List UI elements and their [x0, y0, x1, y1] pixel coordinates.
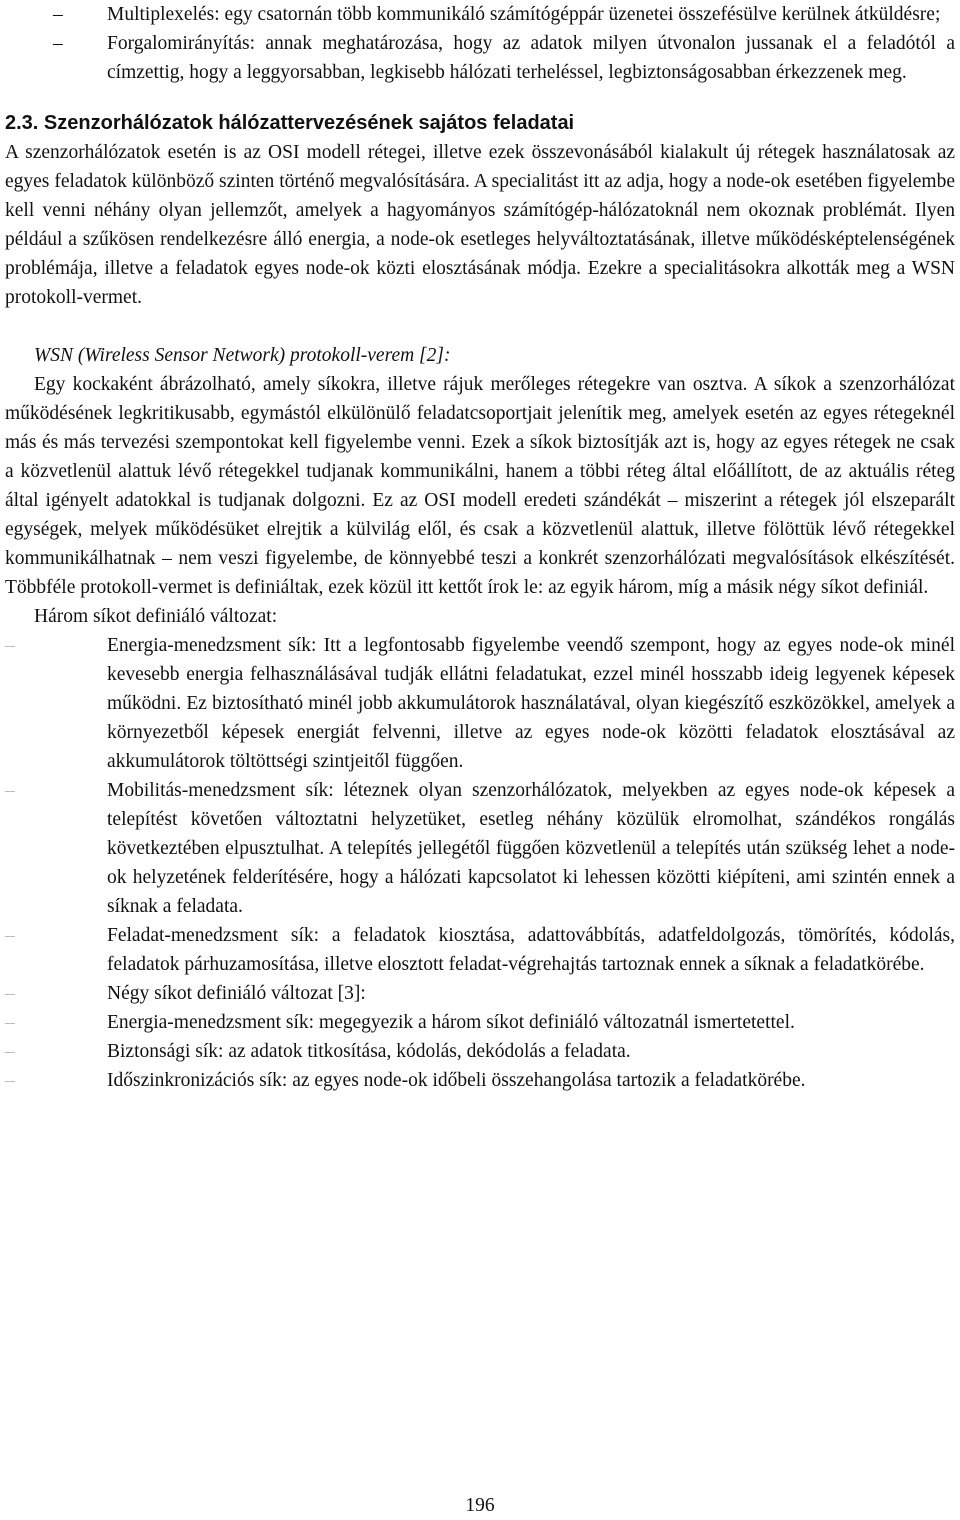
- list-item-text: Mobilitás-menedzsment sík: léteznek olyan szenzorhálózatok, melyekben az egyes node-ok képesek a telepítést követően változtatni helyzetüket, esetleg néhány közülük elromolhat, szándékos rongálás következtében elpusztulhat. A telepítés jellegétől függően közvetlenül a telepítés után szükség lehet a node-ok helyzetének felderítésére, hogy a hálózati kapcsolatot ki lehessen közötti kiépíteni, ami szintén ennek a síknak a feladata.: [107, 780, 955, 917]
- list-item-text: Energia-menedzsment sík: megegyezik a három síkot definiáló változatnál ismertetettel.: [107, 1012, 795, 1033]
- list-item-text: Feladat-menedzsment sík: a feladatok kiosztása, adattovábbítás, adatfeldolgozás, tömörítés, kódolás, feladatok párhuzamosítása, illetve elosztott feladat-végrehajtás tartoznak ennek a síknak a feladatkörébe.: [107, 925, 955, 975]
- list-item: [5, 29, 955, 87]
- list-item: [5, 631, 955, 776]
- wsn-paragraph: Egy kockaként ábrázolható, amely síkokra, illetve rájuk merőleges rétegekre van osztva. A síkok a szenzorhálózat működésének legkritikusabb, egymástól elkülönülő feladatcsoportjait jelenítik meg, amelyek esetén az egyes rétegeknél más és más tervezési szempontokat kell figyelembe venni. Ezek a síkok biztosítják azt is, hogy az egyes rétegek ne csak a közvetlenül alattuk lévő rétegekkel tudjanak kommunikálni, hanem a többi réteg által előállított, de az aktuális réteg által igényelt adatokkal is tudjanak dolgozni. Ez az OSI modell eredeti szándékát – miszerint a rétegek jól elszeparált egységek, melyek működésüket elrejtik a külvilág elől, és csak a közvetlenül alattuk, illetve fölöttük lévő rétegekkel kommunikálhatnak – nem veszi figyelembe, de könnyebbé teszi a konkrét szenzorhálózati megvalósítások elkészítését. Többféle protokoll-vermet is definiáltak, ezek közül itt kettőt írok le: az egyik három, míg a másik négy síkot definiál.: [5, 374, 955, 598]
- list-item-text: Forgalomirányítás: annak meghatározása, hogy az adatok milyen útvonalon jussanak el a feladótól a címzettig, hogy a leggyorsabban, legkisebb hálózati terheléssel, legbiztonságosabban érkezzenek meg.: [107, 33, 955, 83]
- list-item: [5, 1066, 955, 1095]
- list-item: [5, 0, 955, 29]
- three-plane-intro: Három síkot definiáló változat:: [34, 606, 278, 627]
- list-item-text: Multiplexelés: egy csatornán több kommunikáló számítógéppár üzenetei összefésülve kerülnek átküldésre;: [107, 4, 941, 25]
- wsn-subheading: WSN (Wireless Sensor Network) protokoll-verem [2]:: [34, 345, 451, 366]
- bullet-marker: –: [5, 780, 15, 801]
- list-item-text: Időszinkronizációs sík: az egyes node-ok időbeli összehangolása tartozik a feladatkörébe.: [107, 1070, 806, 1091]
- section-heading: [5, 109, 955, 138]
- dash-marker: –: [53, 4, 63, 25]
- page-number: 196: [465, 1495, 495, 1516]
- section-title: Szenzorhálózatok hálózattervezésének sajátos feladatai: [43, 112, 575, 134]
- bullet-marker: –: [5, 1012, 15, 1033]
- bullet-marker: –: [5, 1041, 15, 1062]
- list-item: [5, 979, 955, 1008]
- bullet-marker: –: [5, 635, 15, 656]
- list-item-text: Négy síkot definiáló változat [3]:: [107, 983, 366, 1004]
- dash-marker: –: [53, 33, 63, 54]
- bullet-marker: –: [5, 983, 15, 1004]
- list-item: [5, 921, 955, 979]
- bullet-marker: –: [5, 925, 15, 946]
- list-item: [5, 776, 955, 921]
- list-item: [5, 1037, 955, 1066]
- section-number: 2.3.: [5, 112, 39, 134]
- section-paragraph: A szenzorhálózatok esetén is az OSI modell rétegei, illetve ezek összevonásából kialakult új rétegek használatosak az egyes feladatok különböző szinten történő megvalósítására. A specialitást itt az adja, hogy a node-ok esetében figyelembe kell venni néhány olyan jellemzőt, amelyek a hagyományos számítógép-hálózatoknál nem okoznak problémát. Ilyen például a szűkösen rendelkezésre álló energia, a node-ok esetleges helyváltoztatásának, illetve működésképtelenségének problémája, illetve a feladatok egyes node-ok közti elosztásának módja. Ezekre a specialitásokra alkották meg a WSN protokoll-vermet.: [5, 142, 955, 308]
- document-page: [5, 0, 955, 1095]
- list-item: [5, 1008, 955, 1037]
- list-item-text: Biztonsági sík: az adatok titkosítása, kódolás, dekódolás a feladata.: [107, 1041, 631, 1062]
- bullet-marker: –: [5, 1070, 15, 1091]
- list-item-text: Energia-menedzsment sík: Itt a legfontosabb figyelembe veendő szempont, hogy az egyes node-ok minél kevesebb energia felhasználásával tudják ellátni feladatukat, ezzel minél hosszabb ideig legyenek képesek működni. Ez biztosítható minél jobb akkumulátorok használatával, olyan kiegészítő eszközökkel, amelyek a környezetből képesek energiát felvenni, illetve az egyes node-ok közötti feladatok elosztásával az akkumulátorok töltöttségi szintjeitől függően.: [107, 635, 955, 772]
